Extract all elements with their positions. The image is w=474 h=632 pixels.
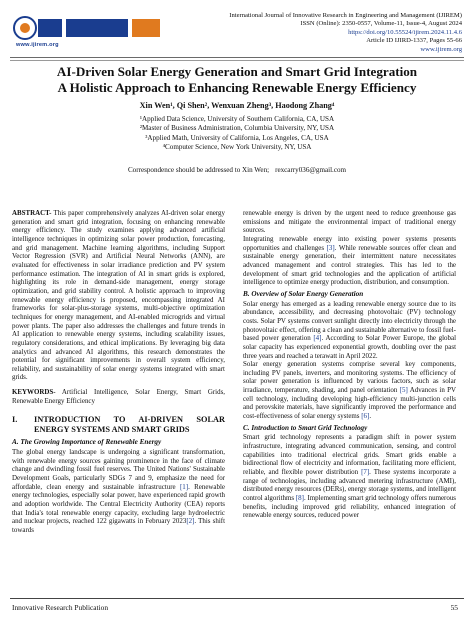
- body-text: Integrating renewable energy into existing power systems presents opportunities and challenges: [243, 234, 456, 252]
- body-text: . According to Solar Power Europe, the global solar capacity has experienced exponential growth, doubling over the past three years and reached a terawatt in April 2022.: [243, 334, 457, 360]
- paragraph-integration: [243, 235, 456, 287]
- title-line-2: A Holistic Approach to Enhancing Renewable Energy Efficiency: [57, 80, 417, 95]
- body-text: Advances in PV cell technology, including developing high-efficiency multi-junction cells and perovskite materials, have significantly improved the performance and cost-effectiveness of solar energy systems: [243, 386, 456, 421]
- body-text: The global energy landscape is undergoing a significant transformation, with renewable energy sources gaining prominence in the face of climate change and dwindling fossil fuel reserves. The United Nations' Sustainable Development Goals, particularly SDGs 7 and 9, emphasize the need for affordable, clean energy and sustainable infrastructure: [12, 448, 225, 491]
- header-divider-thin: [10, 60, 464, 61]
- author-list: Xin Wen¹, Qi Shen², Wenxuan Zheng³, Haodong Zhang⁴: [139, 101, 335, 110]
- abstract: [12, 209, 225, 382]
- body-text: . While renewable sources offer clean and sustainable energy generation, their intermittent nature necessitates advanced management and control strategies. This has led to the development of smart grid technologies and the application of artificial intelligence to optimize energy production, distribution, and consumption.: [243, 243, 457, 287]
- body-text: Solar energy generation systems comprise several key components, including PV panels, inverters, and monitoring systems. The efficiency of solar power generation is influenced by various factors, such as solar irradiance, temperature, shading, and panel orientation: [243, 360, 456, 395]
- paragraph-renewable-importance: [12, 448, 225, 535]
- right-column: [243, 209, 456, 520]
- logo-url: www.ijirem.org: [16, 42, 59, 48]
- keywords-text: Artificial Intelligence, Solar Energy, Smart Grids, Renewable Energy Efficiency: [12, 388, 225, 405]
- correspondence-email[interactable]: rexcarry036@gmail.com: [275, 166, 347, 174]
- title-line-1: AI-Driven Solar Energy Generation and Smart Grid Integration: [56, 64, 418, 79]
- left-column: [12, 209, 225, 535]
- citation-link[interactable]: [4]: [313, 334, 322, 343]
- affiliation-2: ²Master of Business Administration, Columbia University, NY, USA: [139, 124, 335, 133]
- citation-link[interactable]: [3]: [326, 243, 335, 252]
- paragraph-solar-overview: [243, 300, 456, 361]
- footer-divider: [10, 598, 464, 599]
- body-text: Smart grid technology represents a paradigm shift in power system infrastructure, integrating advanced communication, sensing, and control capabilities into traditional electrical grids. Smart grids enable a bidirectional flow of electricity and information, facilitating more efficient, reliable, and flexible power distribution: [243, 433, 456, 477]
- body-text: . These systems incorporate a range of technologies, including advanced metering infrastructure (AMI), distributed energy resources (DERs), energy storage systems, and intelligent control algorithms: [243, 468, 456, 502]
- body-text: . This shift towards: [12, 517, 226, 534]
- correspondence: [8, 166, 466, 174]
- citation-link[interactable]: [2]: [186, 517, 195, 526]
- paragraph-solar-components: [243, 360, 456, 421]
- journal-meta: [162, 12, 462, 54]
- subsection-heading-c: C. Introduction to Smart Grid Technology: [243, 423, 368, 432]
- body-text: . Renewable energy technologies, especially solar power, have experienced rapid growth and adoption worldwide. The Central Electricity Authority (CEA) reports that India's total renewable energy capacity, excluding large hydroelectric and nuclear projects, reached 122 gigawatts in February 2023: [12, 482, 225, 526]
- paragraph-smart-grid: [243, 433, 456, 520]
- body-text: .: [369, 412, 372, 421]
- abstract-text: This paper comprehensively analyzes AI-driven solar energy generation and smart grid integration, focusing on enhancing renewable energy efficiency. The study examines applying advanced artificial intelligence techniques in optimizing solar power production, forecasting, and grid management. Machine learning algorithms, including Support Vector Regression (SVR) and Artificial Neural Networks (ANN), are evaluated for effectiveness in solar irradiance prediction and PV system performance estimation. The integration of AI in smart grids is explored, highlighting its role in demand-side management, energy storage optimization, and grid stability control. A holistic approach to improving renewable energy efficiency is proposed, encompassing integrated AI frameworks for solar-plus-storage systems, multi-objective optimization techniques for energy management, and AI-enabled microgrids and virtual power plants. The paper also addresses the challenges and future trends in AI application to renewable energy systems, including scalability issues, regulatory considerations, and ethical implications. By leveraging big data analytics and advanced AI algorithms, this research demonstrates the potential for significant improvements in overall system efficiency, reliability, and sustainability of solar energy systems integrated with smart grids.: [12, 209, 225, 382]
- subsection-heading-b: B. Overview of Solar Energy Generation: [243, 289, 364, 298]
- body-text: Solar energy has emerged as a leading renewable energy source due to its abundance, accessibility, and decreasing photovoltaic (PV) technology costs. Solar PV systems convert sunlight directly into electricity through the photovoltaic effect, offering a clean and sustainable alternative to fossil fuel-based power generation: [243, 299, 456, 343]
- page-number: 55: [450, 603, 458, 612]
- citation-link[interactable]: [7]: [361, 468, 370, 477]
- correspondence-label: Correspondence should be addressed to Xin Wen;: [127, 166, 270, 174]
- footer-publisher: Innovative Research Publication: [12, 603, 109, 612]
- journal-logo: [10, 11, 170, 45]
- citation-link[interactable]: [1]: [179, 482, 189, 491]
- section-number: I.: [12, 415, 18, 425]
- journal-name: International Journal of Innovative Research in Engineering and Management (IJIREM): [229, 12, 462, 19]
- body-text: . Implementing smart grid technology offers numerous benefits, including improved grid reliability, enhanced integration of renewable energy sources, reduced power: [243, 494, 457, 520]
- affiliation-1: ¹Applied Data Science, University of Southern California, CA, USA: [139, 115, 335, 123]
- keywords-label: KEYWORDS-: [12, 388, 56, 397]
- header-divider: [10, 57, 464, 58]
- section-heading-1: [12, 415, 225, 435]
- citation-link[interactable]: [8]: [295, 494, 304, 502]
- citation-link[interactable]: [6]: [361, 412, 370, 421]
- subsection-heading-a: A. The Growing Importance of Renewable Energy: [12, 438, 162, 447]
- citation-link[interactable]: [5]: [399, 386, 408, 395]
- journal-url[interactable]: www.ijirem.org: [420, 45, 462, 53]
- section-title: INTRODUCTION TO AI-DRIVEN SOLAR ENERGY SYSTEMS AND SMART GRIDS: [34, 415, 225, 435]
- affiliation-4: ⁴Computer Science, New York University, NY, USA: [162, 142, 312, 151]
- journal-issn: ISSN (Online): 2350-0557, Volume-11, Issue-4, August 2024: [300, 20, 462, 28]
- paragraph-continued: renewable energy is driven by the urgent need to reduce greenhouse gas emissions and mitigate the environmental impact of traditional energy sources.: [243, 209, 456, 235]
- affiliation-3: ³Applied Math, University of California, Los Angeles, CA, USA: [145, 133, 329, 142]
- affiliations: [8, 115, 466, 152]
- journal-doi[interactable]: https://doi.org/10.55524/ijirem.2024.11.4.6: [348, 28, 462, 36]
- abstract-label: ABSTRACT-: [12, 209, 52, 217]
- journal-article-id: Article ID IJIRD-1337, Pages 55-66: [366, 37, 462, 45]
- paper-title: [8, 64, 466, 96]
- keywords: [12, 388, 225, 405]
